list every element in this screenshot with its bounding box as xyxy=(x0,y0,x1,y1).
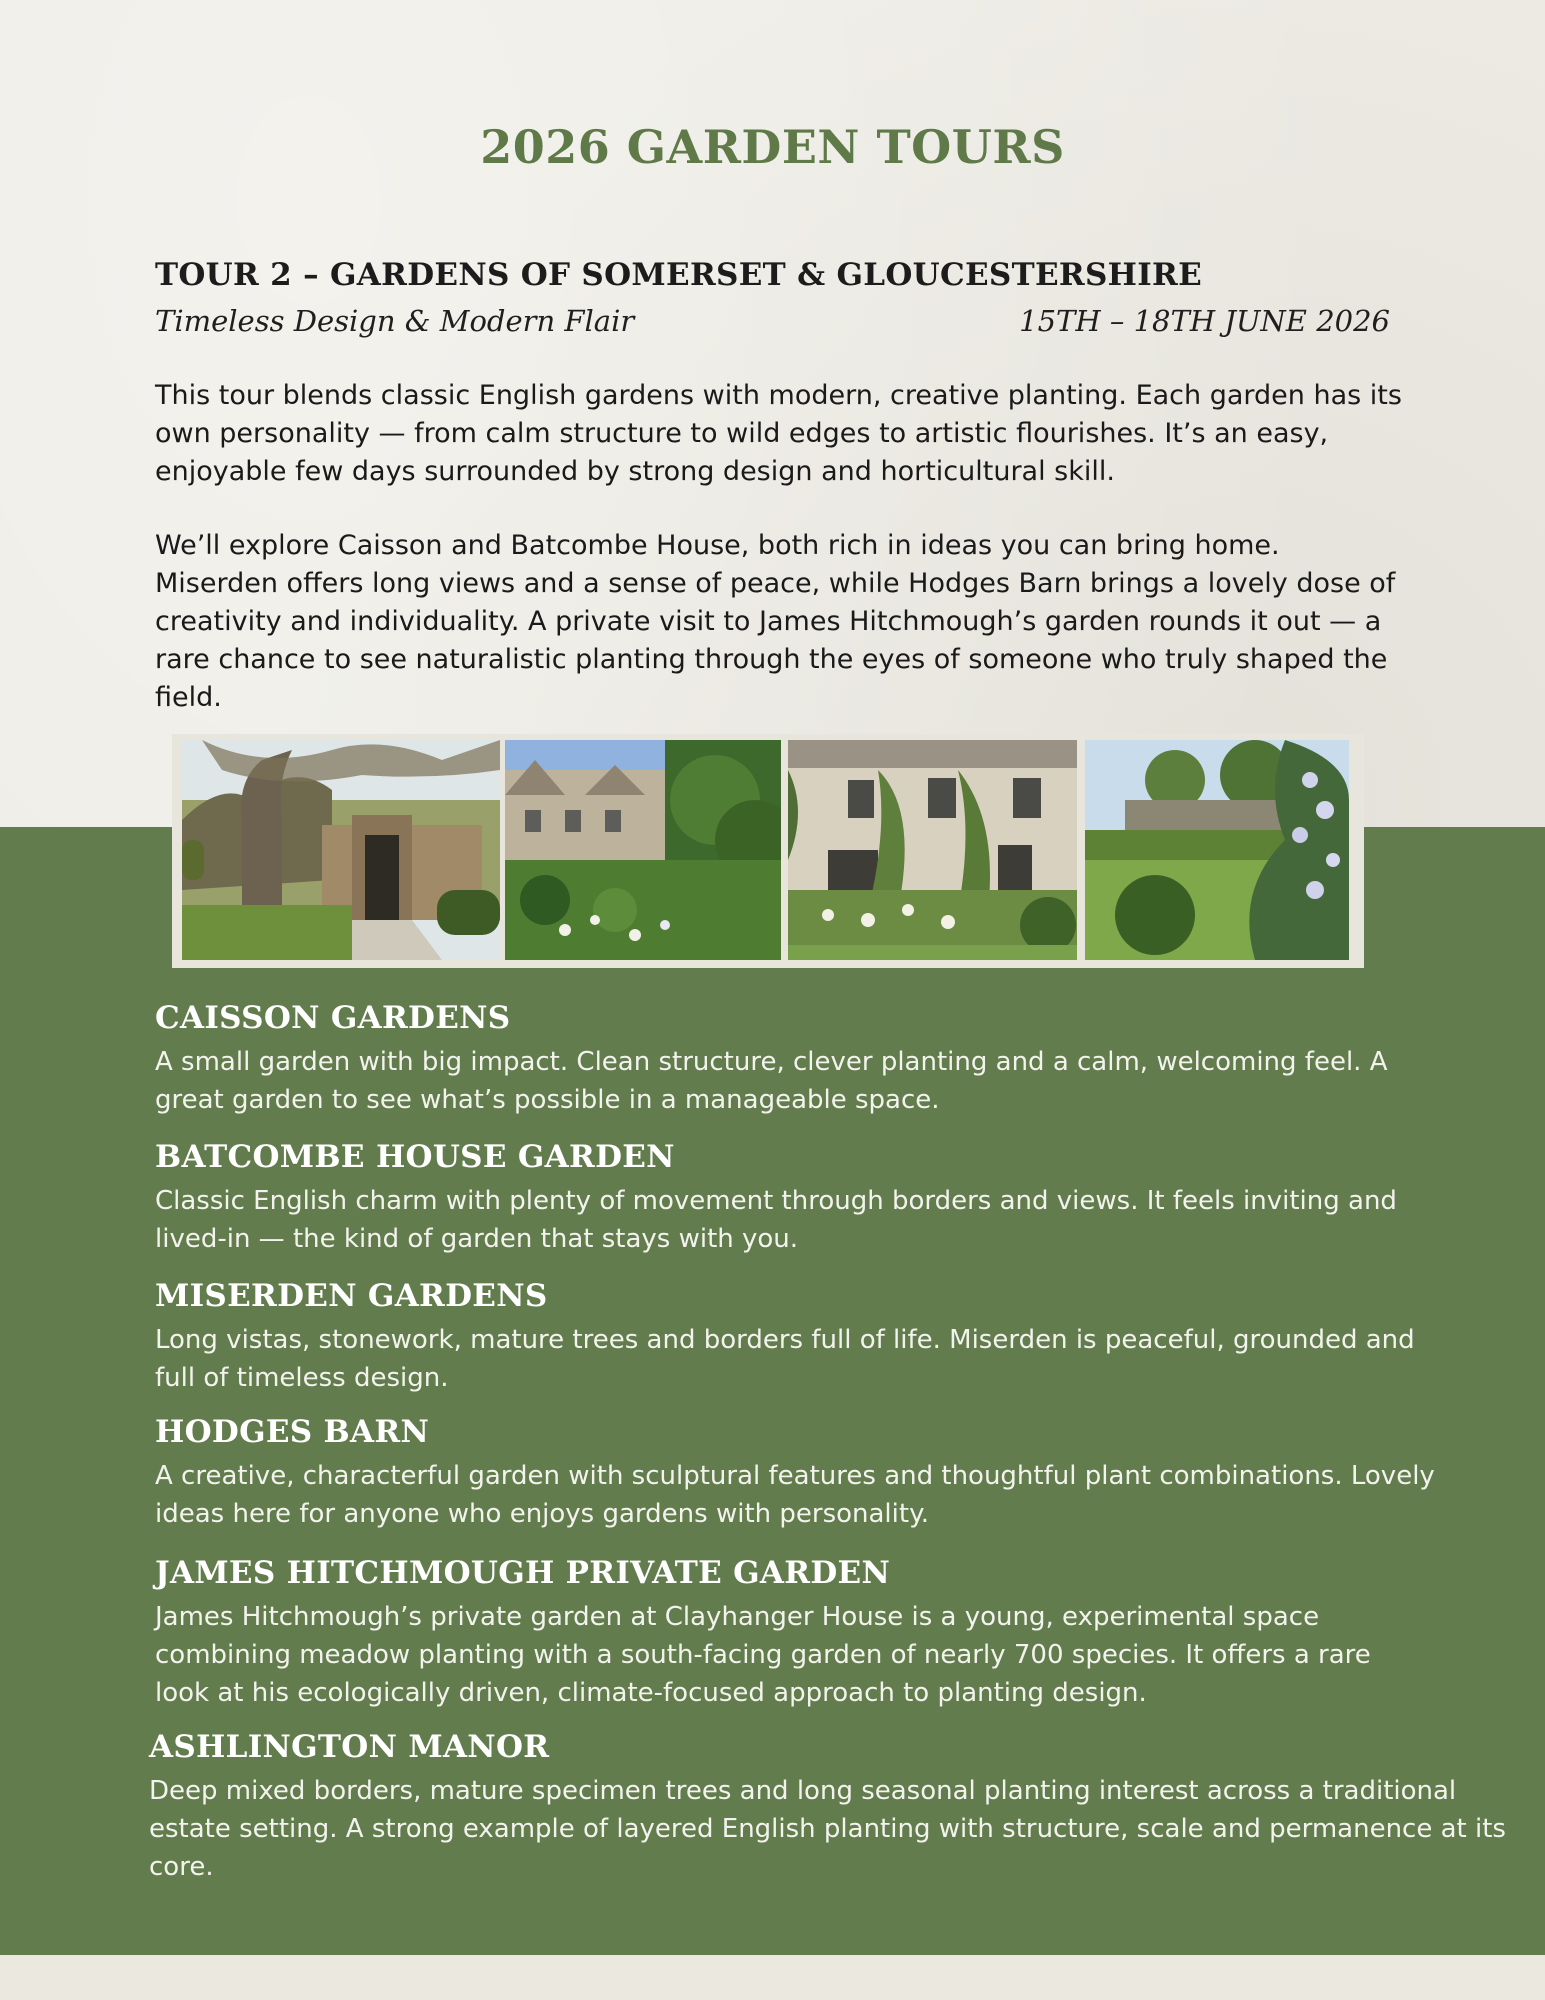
garden-desc-caisson: A small garden with big impact. Clean structure, clever planting and a calm, welcoming feel. A great garden to see what’s possible in a manageable space. xyxy=(155,1047,1388,1115)
intro-paragraph-2: We’ll explore Caisson and Batcombe House, both rich in ideas you can bring home. Miserden offers long views and a sense of peace, while Hodges Barn brings a lovely dose of creativity and individuality. A private visit to James Hitchmough’s garden rounds it out — a rare chance to see naturalistic planting through the eyes of someone who truly shaped the field. xyxy=(155,530,1396,713)
intro-paragraph-1: This tour blends classic English gardens with modern, creative planting. Each garden has its own personality — from calm structure to wild edges to artistic flourishes. It’s an easy, enjoyable few days surrounded by strong design and horticultural skill. xyxy=(155,380,1402,487)
garden-photo-batcombe-house xyxy=(505,740,781,960)
garden-name-caisson: CAISSON GARDENS xyxy=(155,1000,511,1036)
garden-photo-stone-wall-gate xyxy=(182,740,500,960)
garden-desc-hodges-barn: A creative, characterful garden with sculptural features and thoughtful plant combinations. Lovely ideas here for anyone who enjoys gardens with personality. xyxy=(155,1461,1435,1529)
garden-photo-manor-facade xyxy=(788,740,1077,960)
garden-desc-james-hitchmough: James Hitchmough’s private garden at Clayhanger House is a young, experimental space combining meadow planting with a south-facing garden of nearly 700 species. It offers a rare look at his ecologically driven, climate-focused approach to planting design. xyxy=(155,1602,1371,1708)
garden-name-james-hitchmough: JAMES HITCHMOUGH PRIVATE GARDEN xyxy=(155,1555,891,1591)
tour-subtitle: Timeless Design & Modern Flair xyxy=(155,304,635,338)
bottom-paper-strip xyxy=(0,1955,1545,2000)
garden-desc-ashlington-manor: Deep mixed borders, mature specimen trees and long seasonal planting interest across a traditional estate setting. A strong example of layered English planting with structure, scale and permanence at its core. xyxy=(149,1776,1506,1882)
tour-dates: 15TH – 18TH JUNE 2026 xyxy=(1019,304,1390,338)
garden-name-ashlington-manor: ASHLINGTON MANOR xyxy=(149,1729,550,1765)
page-title: 2026 GARDEN TOURS xyxy=(480,120,1065,174)
garden-name-batcombe: BATCOMBE HOUSE GARDEN xyxy=(155,1139,675,1175)
garden-name-hodges-barn: HODGES BARN xyxy=(155,1414,430,1450)
garden-desc-miserden: Long vistas, stonework, mature trees and borders full of life. Miserden is peaceful, grounded and full of timeless design. xyxy=(155,1325,1415,1393)
tour-heading: TOUR 2 – GARDENS OF SOMERSET & GLOUCESTERSHIRE xyxy=(155,257,1203,293)
garden-photo-lawn-borders xyxy=(1085,740,1349,960)
garden-desc-batcombe: Classic English charm with plenty of movement through borders and views. It feels inviting and lived-in — the kind of garden that stays with you. xyxy=(155,1186,1397,1254)
garden-name-miserden: MISERDEN GARDENS xyxy=(155,1278,548,1314)
photo-strip xyxy=(172,734,1364,968)
